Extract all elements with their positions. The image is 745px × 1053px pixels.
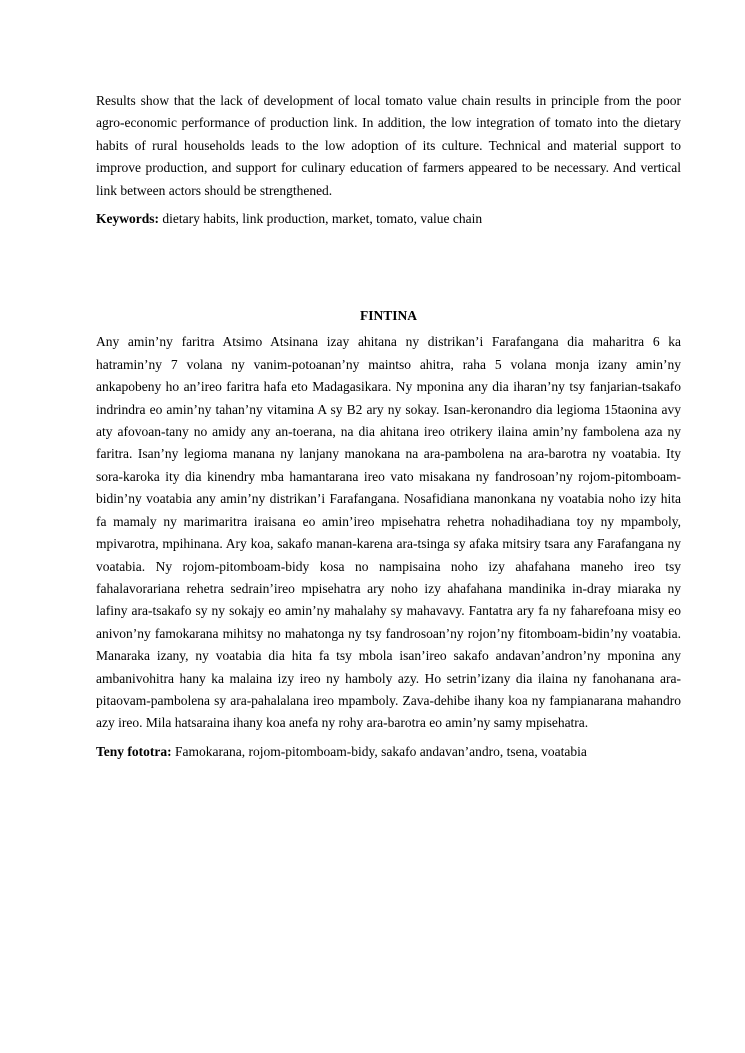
keywords-malagasy-list: Famokarana, rojom-pitomboam-bidy, sakafo andavan’andro, tsena, voatabia (171, 743, 587, 759)
keywords-english-list: dietary habits, link production, market, tomato, value chain (159, 211, 483, 227)
abstract-english-paragraph: Results show that the lack of development of local tomato value chain results in principle from the poor agro-economic performance of production link. In addition, the low integration of tomato into the dietary habits of rural households leads to the low adoption of its culture. Technical and material support to improve production, and support for culinary education of farmers appeared to be necessary. And vertical link between actors should be strengthened. (96, 93, 681, 198)
keywords-malagasy-label: Teny fototra: (96, 743, 172, 759)
keywords-english-label: Keywords: (96, 211, 159, 227)
keywords-malagasy (96, 741, 681, 763)
abstract-malagasy-paragraph: Any amin’ny faritra Atsimo Atsinana izay ahitana ny distrikan’i Farafangana dia maharitra 6 ka hatramin’ny 7 volana ny vanim-potoanan’ny maintso ahitra, raha 5 volana monja izany amin’ny ankapobeny ho an’ireo faritra hafa eto Madagasikara. Ny mponina any dia iharan’ny tsy fanjarian-tsakafo indrindra eo amin’ny tahan’ny vitamina A sy B2 ary ny sokay. Isan-keronandro dia legioma 15taonina avy aty afovoan-tany no amidy any an-toerana, na dia ahitana ireo otrikery ilaina amin’ny fambolena aza ny faritra. Isan’ny legioma manana ny lanjany manokana na ara-pambolena na ara-barotra ny voatabia. Ity sora-karoka ity dia kinendry mba hamantarana ireo vato misakana ny fandrosoan’ny rojom-pitomboam-bidin’ny voatabia any amin’ny distrikan’i Farafangana. Nosafidiana manonkana ny voatabia noho izy hita fa mamaly ny marimaritra iraisana eo amin’ireo mpisehatra rehetra nohadihadiana toy ny mpamboly, mpivarotra, mpihinana. Ary koa, sakafo manan-karena ara-tsinga sy afaka mitsiry tsara any Farafangana ny voatabia. Ny rojom-pitomboam-bidy kosa no nampisaina noho izy ahafahana maneho ireo tsy fahalavorariana rehetra sedrain’ireo mpisehatra ary noho izy ahafahana mandinika in-dray miaraka ny lafiny ara-tsakafo sy ny sokajy eo amin’ny mahalahy sy mahavavy. Fantatra ary fa ny faharefoana misy eo anivon’ny famokarana mihitsy no mahatonga ny tsy fandrosoan’ny rojon’ny fitomboam-bidin’ny voatabia. Manaraka izany, ny voatabia dia hita fa tsy mbola isan’ireo sakafo andavan’andron’ny mponina any ambanivohitra hany ka malaina izy ireo ny hamboly azy. Ho setrin’izany dia ilaina ny fanohanana ara-pitaovam-pambolena sy ara-pahalalana ireo mpamboly. Zava-dehibe ihany koa ny fampianarana mahandro azy ireo. Mila hatsaraina ihany koa anefa ny rohy ara-barotra eo amin’ny samy mpisehatra. (96, 334, 681, 731)
fintina-heading: FINTINA (359, 308, 417, 324)
document-page (96, 90, 681, 763)
keywords-english (96, 208, 681, 230)
